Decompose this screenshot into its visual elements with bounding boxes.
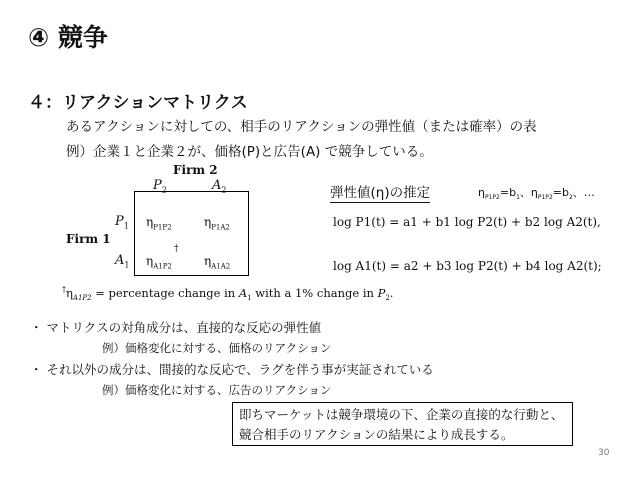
bullet-diagonal: ・ マトリクスの対角成分は、直接的な反応の弾性値: [30, 320, 322, 335]
firm2-label: Firm 2: [173, 163, 218, 177]
estimate-note: $\eta_{P1P2}=b_1$、$\eta_{P1P2}=b_2$、…: [478, 186, 595, 202]
estimate-label: 弾性値(η)の推定: [330, 181, 430, 203]
bullet-offdiagonal-example: 例）価格変化に対する、広告のリアクション: [102, 383, 332, 397]
row-header-a1: $A_1$: [115, 253, 130, 270]
matrix-cell-p1a2: $\eta_{P1A2}$: [204, 215, 230, 232]
row-header-p1: $P_1$: [115, 214, 129, 231]
bullet-diagonal-example: 例）価格変化に対する、価格のリアクション: [102, 341, 332, 355]
intro-example: 例）企業１と企業２が、価格(P)と広告(A) で競争している。: [66, 144, 433, 160]
page-number: 30: [598, 448, 610, 458]
intro-definition: あるアクションに対しての、相手のリアクションの弾性値（または確率）の表: [66, 119, 537, 135]
matrix-cell-a1a2: $\eta_{A1A2}$: [204, 254, 231, 271]
matrix-cell-a1p2: $\eta_{A1P2}$: [146, 254, 172, 271]
equation-price: log P1(t) = a1 + b1 log P2(t) + b2 log A2(t),: [333, 215, 601, 229]
section-subtitle: ４：リアクションマトリクス: [28, 93, 248, 113]
firm1-label: Firm 1: [66, 232, 111, 246]
matrix-cell-p1p2: $\eta_{P1P2}$: [146, 215, 172, 232]
bullet-offdiagonal: ・ それ以外の成分は、間接的な反応で、ラグを伴う事が実証されている: [30, 362, 434, 377]
col-header-p2: $P_2$: [153, 178, 167, 195]
matrix-footnote: $^\dagger\eta_{A1P2}$ = percentage change in $A_1$ with a 1% change in $P_2$.: [62, 285, 394, 303]
col-header-a2: $A_2$: [212, 178, 227, 195]
equation-advertising: log A1(t) = a2 + b3 log P2(t) + b4 log A2(t);: [333, 259, 602, 273]
dagger-mark: †: [174, 244, 179, 254]
conclusion-box: 即ちマーケットは競争環境の下、企業の直接的な行動と、競合相手のリアクションの結果により成長する。: [232, 402, 573, 446]
slide-title: ④ 競争: [28, 23, 108, 52]
